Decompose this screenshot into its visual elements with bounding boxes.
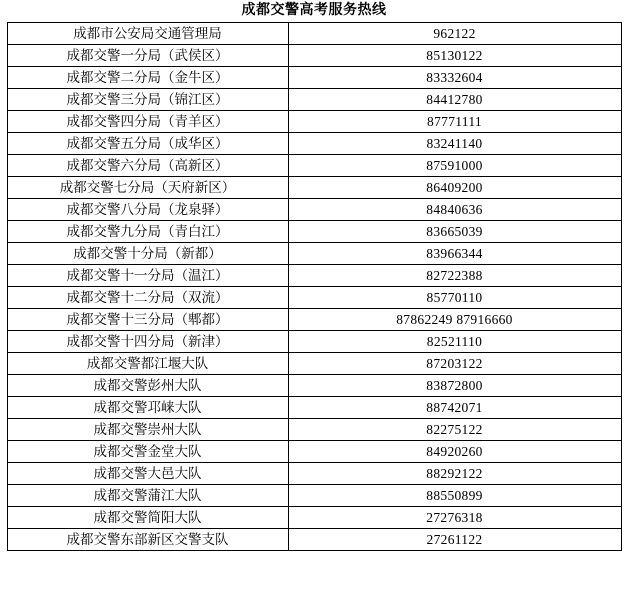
table-row: [7, 67, 621, 89]
unit-name-cell: 成都交警六分局（高新区）: [7, 155, 288, 177]
unit-name-cell: 成都交警十分局（新都）: [7, 243, 288, 265]
hotline-table: [7, 22, 622, 551]
phone-number-cell: 27261122: [288, 529, 621, 551]
table-row: [7, 397, 621, 419]
unit-name-cell: 成都交警蒲江大队: [7, 485, 288, 507]
phone-number-cell: 86409200: [288, 177, 621, 199]
phone-number-cell: 87203122: [288, 353, 621, 375]
phone-number-cell: 84412780: [288, 89, 621, 111]
unit-name-cell: 成都市公安局交通管理局: [7, 23, 288, 45]
unit-name-cell: 成都交警十一分局（温江）: [7, 265, 288, 287]
unit-name-cell: 成都交警简阳大队: [7, 507, 288, 529]
unit-name-cell: 成都交警二分局（金牛区）: [7, 67, 288, 89]
unit-name-cell: 成都交警七分局（天府新区）: [7, 177, 288, 199]
table-row: [7, 375, 621, 397]
table-row: [7, 89, 621, 111]
phone-number-cell: 84840636: [288, 199, 621, 221]
phone-number-cell: 82722388: [288, 265, 621, 287]
unit-name-cell: 成都交警彭州大队: [7, 375, 288, 397]
table-row: [7, 177, 621, 199]
phone-number-cell: 85770110: [288, 287, 621, 309]
phone-number-cell: 83872800: [288, 375, 621, 397]
table-row: [7, 287, 621, 309]
table-row: [7, 45, 621, 67]
unit-name-cell: 成都交警十四分局（新津）: [7, 331, 288, 353]
unit-name-cell: 成都交警三分局（锦江区）: [7, 89, 288, 111]
unit-name-cell: 成都交警东部新区交警支队: [7, 529, 288, 551]
phone-number-cell: 83241140: [288, 133, 621, 155]
phone-number-cell: 83665039: [288, 221, 621, 243]
unit-name-cell: 成都交警一分局（武侯区）: [7, 45, 288, 67]
table-row: [7, 529, 621, 551]
table-row: [7, 309, 621, 331]
phone-number-cell: 87591000: [288, 155, 621, 177]
table-row: [7, 507, 621, 529]
table-row: [7, 441, 621, 463]
phone-number-cell: 88742071: [288, 397, 621, 419]
unit-name-cell: 成都交警邛崃大队: [7, 397, 288, 419]
unit-name-cell: 成都交警九分局（青白江）: [7, 221, 288, 243]
unit-name-cell: 成都交警都江堰大队: [7, 353, 288, 375]
table-row: [7, 133, 621, 155]
table-row: [7, 243, 621, 265]
table-row: [7, 199, 621, 221]
table-row: [7, 353, 621, 375]
unit-name-cell: 成都交警大邑大队: [7, 463, 288, 485]
table-row: [7, 331, 621, 353]
phone-number-cell: 87862249 87916660: [288, 309, 621, 331]
unit-name-cell: 成都交警十二分局（双流）: [7, 287, 288, 309]
unit-name-cell: 成都交警八分局（龙泉驿）: [7, 199, 288, 221]
phone-number-cell: 82521110: [288, 331, 621, 353]
phone-number-cell: 88292122: [288, 463, 621, 485]
unit-name-cell: 成都交警四分局（青羊区）: [7, 111, 288, 133]
phone-number-cell: 83966344: [288, 243, 621, 265]
table-row: [7, 221, 621, 243]
phone-number-cell: 82275122: [288, 419, 621, 441]
table-row: [7, 485, 621, 507]
table-row: [7, 111, 621, 133]
unit-name-cell: 成都交警金堂大队: [7, 441, 288, 463]
phone-number-cell: 88550899: [288, 485, 621, 507]
page-title: 成都交警高考服务热线: [241, 3, 387, 18]
phone-number-cell: 87771111: [288, 111, 621, 133]
unit-name-cell: 成都交警崇州大队: [7, 419, 288, 441]
phone-number-cell: 27276318: [288, 507, 621, 529]
phone-number-cell: 84920260: [288, 441, 621, 463]
table-body: [7, 23, 621, 551]
table-row: [7, 155, 621, 177]
unit-name-cell: 成都交警十三分局（郫都）: [7, 309, 288, 331]
unit-name-cell: 成都交警五分局（成华区）: [7, 133, 288, 155]
phone-number-cell: 85130122: [288, 45, 621, 67]
phone-number-cell: 83332604: [288, 67, 621, 89]
table-row: [7, 419, 621, 441]
table-row: [7, 463, 621, 485]
phone-number-cell: 962122: [288, 23, 621, 45]
table-row: [7, 23, 621, 45]
table-row: [7, 265, 621, 287]
